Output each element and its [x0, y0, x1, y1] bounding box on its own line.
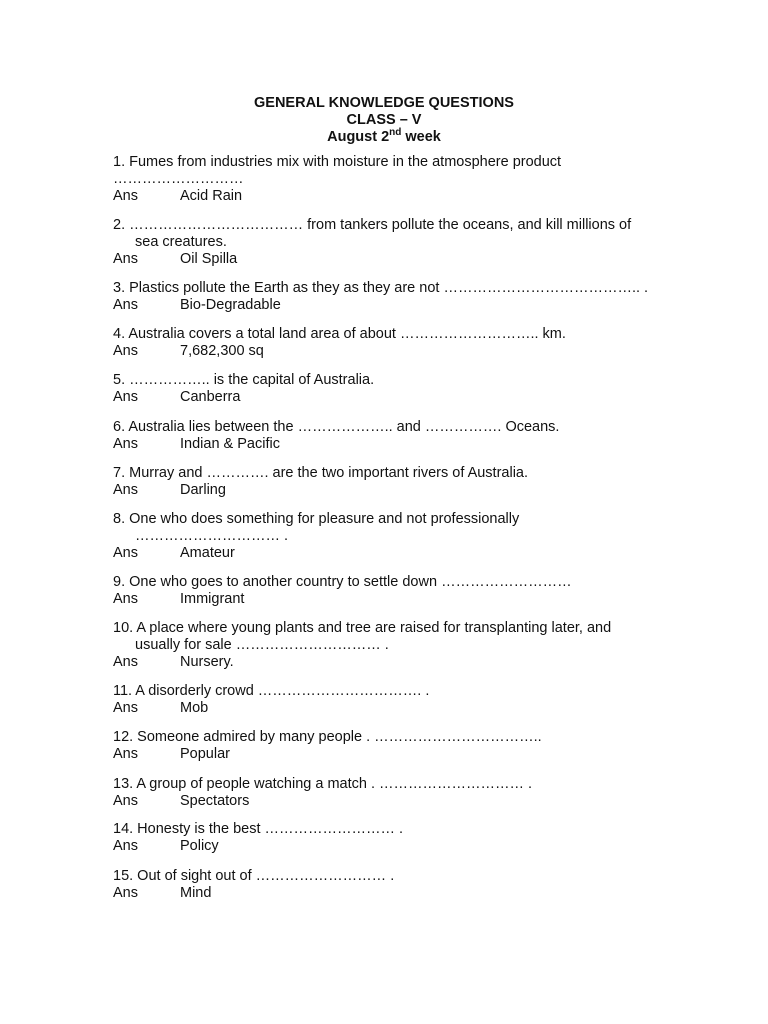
ans-label: Ans: [113, 482, 138, 498]
answer-text: Popular: [180, 746, 230, 762]
answer-text: Indian & Pacific: [180, 436, 280, 452]
answer-text: Oil Spilla: [180, 251, 238, 267]
ans-label: Ans: [113, 885, 138, 901]
answer-text: Policy: [180, 838, 219, 854]
answer-line: [113, 838, 693, 855]
answer-line: [113, 436, 693, 453]
ans-label: Ans: [113, 389, 138, 405]
answer-text: Bio-Degradable: [180, 297, 281, 313]
question-item: [113, 574, 693, 608]
ans-label: Ans: [113, 251, 138, 267]
answer-text: Nursery.: [180, 654, 234, 670]
worksheet-title: GENERAL KNOWLEDGE QUESTIONS: [254, 95, 514, 111]
question-item: [113, 821, 693, 855]
question-text: 15. Out of sight out of ……………………… .: [113, 868, 395, 884]
ans-label: Ans: [113, 436, 138, 452]
answer-line: [113, 343, 693, 360]
question-text: 1. Fumes from industries mix with moisture in the atmosphere product: [113, 154, 562, 170]
answer-line: [113, 389, 693, 406]
ans-label: Ans: [113, 545, 138, 561]
ans-label: Ans: [113, 654, 138, 670]
question-text: 5. …………….. is the capital of Australia.: [113, 372, 375, 388]
answer-line: [113, 251, 693, 268]
answer-text: Amateur: [180, 545, 235, 561]
question-item: [113, 419, 693, 453]
question-item: [113, 620, 693, 671]
week-suffix: week: [401, 129, 441, 145]
answer-text: Immigrant: [180, 591, 245, 607]
answer-line: [113, 297, 693, 314]
question-text: 11. A disorderly crowd ……………………………. .: [113, 683, 430, 699]
answer-text: Acid Rain: [180, 188, 243, 204]
answer-line: [113, 885, 693, 902]
answer-text: 7,682,300 sq: [180, 343, 264, 359]
question-item: [113, 465, 693, 499]
question-text: 7. Murray and …………. are the two important rivers of Australia.: [113, 465, 529, 481]
question-item: [113, 154, 693, 205]
answer-line: [113, 482, 693, 499]
ans-label: Ans: [113, 591, 138, 607]
question-text: sea creatures.: [135, 234, 227, 250]
ans-label: Ans: [113, 188, 138, 204]
question-text: 2. ……………………………… from tankers pollute the oceans, and kill millions of: [113, 217, 632, 233]
answer-line: [113, 793, 693, 810]
answer-line: [113, 188, 693, 205]
answer-text: Spectators: [180, 793, 250, 809]
ans-label: Ans: [113, 297, 138, 313]
answer-line: [113, 545, 693, 562]
answer-line: [113, 591, 693, 608]
question-item: [113, 683, 693, 717]
ans-label: Ans: [113, 343, 138, 359]
answer-text: Mob: [180, 700, 209, 716]
question-text: 10. A place where young plants and tree are raised for transplanting later, and: [113, 620, 612, 636]
class-line: CLASS – V: [346, 112, 422, 128]
question-text: 14. Honesty is the best ……………………… .: [113, 821, 404, 837]
title-block: [0, 95, 768, 146]
answer-line: [113, 700, 693, 717]
question-text: 4. Australia covers a total land area of about ……………………….. km.: [113, 326, 566, 342]
ans-label: Ans: [113, 793, 138, 809]
question-text: 8. One who does something for pleasure and not professionally: [113, 511, 520, 527]
answer-line: [113, 746, 693, 763]
ans-label: Ans: [113, 700, 138, 716]
question-item: [113, 511, 693, 562]
question-item: [113, 372, 693, 406]
question-text: usually for sale ………………………… .: [135, 637, 389, 653]
question-text: 3. Plastics pollute the Earth as they as they are not ………………………………….. .: [113, 280, 649, 296]
ans-label: Ans: [113, 746, 138, 762]
question-item: [113, 280, 693, 314]
answer-text: Mind: [180, 885, 212, 901]
question-text: 6. Australia lies between the ……………….. and ……………. Oceans.: [113, 419, 560, 435]
question-item: [113, 729, 693, 763]
question-item: [113, 868, 693, 902]
question-text: ………………………… .: [135, 528, 289, 544]
question-text: ………………………: [113, 171, 244, 187]
question-item: [113, 217, 693, 268]
answer-text: Canberra: [180, 389, 241, 405]
ans-label: Ans: [113, 838, 138, 854]
week-prefix: August 2: [327, 129, 390, 145]
question-text: 13. A group of people watching a match . ………………………… .: [113, 776, 533, 792]
question-text: 12. Someone admired by many people . ……………………………..: [113, 729, 542, 745]
answer-text: Darling: [180, 482, 226, 498]
week-superscript: nd: [389, 127, 402, 139]
question-item: [113, 776, 693, 810]
week-line: [0, 129, 768, 146]
question-item: [113, 326, 693, 360]
answer-line: [113, 654, 693, 671]
question-text: 9. One who goes to another country to settle down ………………………: [113, 574, 572, 590]
